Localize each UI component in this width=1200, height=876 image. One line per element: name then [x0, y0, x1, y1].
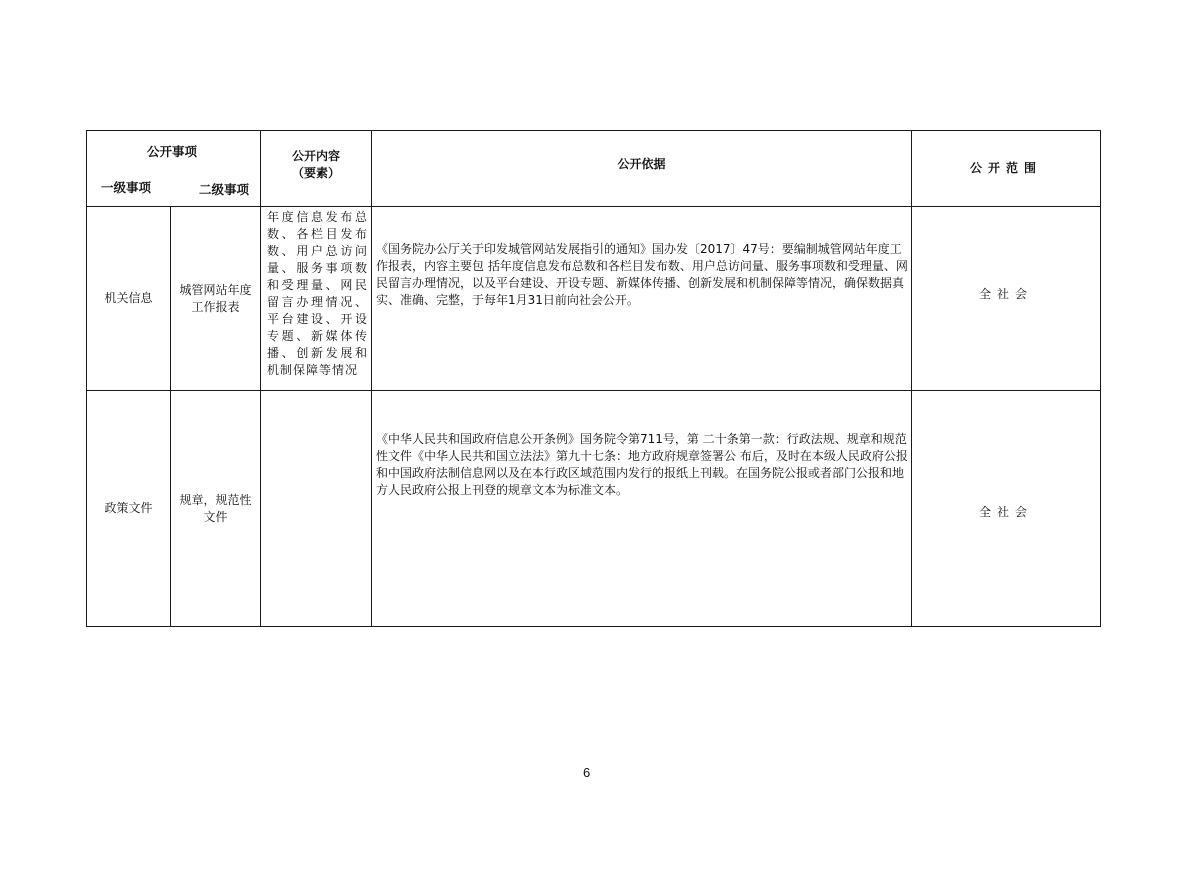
row-basis-text: 《中华人民共和国政府信息公开条例》国务院令第711号，第 二十条第一款：行政法规、规章和规范性文件《中华人民共和国立法法》第九十七条：地方政府规章签署公 布后，及时在本级人民政府公报和中国政府法制信息网以及在本行政区域范围内发行的报纸上刊载。在国务院公报或者部门公报和地方人民政府公报上刊登的规章文本为标准文本。	[376, 432, 908, 497]
row-level2-text: 规章，规范性文件	[179, 492, 252, 524]
header-content-line2: （要素）	[291, 165, 340, 180]
row-level2	[171, 391, 261, 627]
header-level1: 一级事项	[101, 180, 152, 195]
row-basis	[372, 207, 912, 391]
row-basis-text: 《国务院办公厅关于印发城管网站发展指引的通知》国办发〔2017〕47号：要编制城管网站年度工作报表，内容主要包 括年度信息发布总数和各栏目发布数、用户总访问量、服务事项数和受理量、网民留言办理情况，以及平台建设、开设专题、新媒体传播、创新发展和机制保障等情况，确保数据真实、准确、完整，于每年1月31日前向社会公开。	[376, 242, 908, 307]
row-scope: 全社会	[912, 207, 1101, 391]
header-scope: 公开范围	[912, 131, 1101, 207]
header-level2: 二级事项	[199, 182, 250, 197]
header-content	[261, 131, 372, 207]
page-number: 6	[583, 765, 591, 780]
row-level2-text: 城管网站年度工作报表	[179, 282, 252, 314]
row-level1: 机关信息	[87, 207, 171, 391]
disclosure-table	[86, 130, 1101, 627]
header-matters-title: 公开事项	[147, 144, 198, 159]
row-elements	[261, 391, 372, 627]
row-scope: 全社会	[912, 391, 1101, 627]
header-basis: 公开依据	[372, 131, 912, 207]
table-header-row	[87, 131, 1101, 207]
table-row	[87, 391, 1101, 627]
row-basis	[372, 391, 912, 627]
header-disclosure-matters	[87, 131, 261, 207]
header-content-line1: 公开内容	[291, 148, 340, 163]
table-row	[87, 207, 1101, 391]
row-level2	[171, 207, 261, 391]
row-elements: 年度信息发布总数、各栏目发布数、用户总访问量、服务事项数和受理量、网民留言办理情况、平台建设、开设专题、新媒体传播、创新发展和机制保障等情况	[261, 207, 372, 391]
row-level1: 政策文件	[87, 391, 171, 627]
